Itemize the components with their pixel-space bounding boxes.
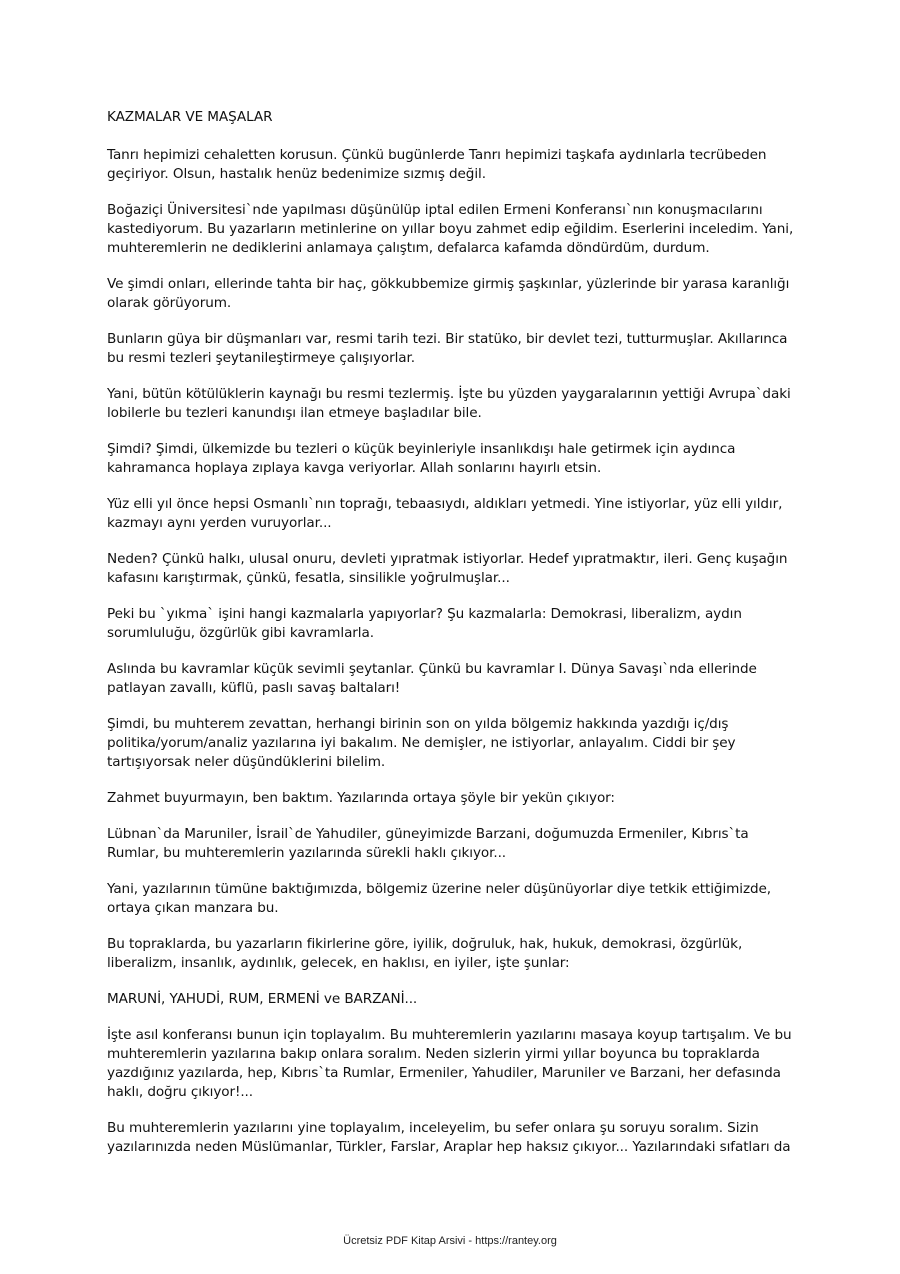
paragraph: Zahmet buyurmayın, ben baktım. Yazılarında ortaya şöyle bir yekün çıkıyor: xyxy=(107,790,615,806)
article-title: KAZMALAR VE MAŞALAR xyxy=(107,109,273,125)
paragraph: Peki bu `yıkma` işini hangi kazmalarla yapıyorlar? Şu kazmalarla: Demokrasi, liberalizm, aydın sorumluluğu, özgürlük gibi kavramlarla. xyxy=(107,606,742,641)
paragraph: Şimdi? Şimdi, ülkemizde bu tezleri o küçük beyinleriyle insanlıkdışı hale getirmek için aydınca kahramanca hoplaya zıplaya kavga veriyorlar. Allah sonlarını hayırlı etsin. xyxy=(107,441,736,476)
paragraph: Bunların güya bir düşmanları var, resmi tarih tezi. Bir statüko, bir devlet tezi, tutturmuşlar. Akıllarınca bu resmi tezleri şeytanileştirmeye çalışıyorlar. xyxy=(107,331,788,366)
paragraph: Neden? Çünkü halkı, ulusal onuru, devleti yıpratmak istiyorlar. Hedef yıpratmaktır, ileri. Genç kuşağın kafasını karıştırmak, çünkü, fesatla, sinsilikle yoğrulmuşlar... xyxy=(107,551,788,586)
paragraph: Boğaziçi Üniversitesi`nde yapılması düşünülüp iptal edilen Ermeni Konferansı`nın konuşmacılarını kastediyorum. Bu yazarların metinlerine on yıllar boyu zahmet edip eğildim. Eserlerini inceledim. Yani, muhteremlerin ne dediklerini anlamaya çalıştım, defalarca kafamda döndürdüm, durdum. xyxy=(107,202,794,256)
paragraph: Bu muhteremlerin yazılarını yine toplayalım, inceleyelim, bu sefer onlara şu soruyu soralım. Sizin yazılarınızda neden Müslümanlar, Türkler, Farslar, Araplar hep haksız çıkıyor... Yazılarındaki sıfatları da xyxy=(107,1120,791,1155)
paragraph: İşte asıl konferansı bunun için toplayalım. Bu muhteremlerin yazılarını masaya koyup tartışalım. Ve bu muhteremlerin yazılarına bakıp onlara soralım. Neden sizlerin yirmi yıllar boyunca bu topraklarda yazdığınız yazılarda, hep, Kıbrıs`ta Rumlar, Ermeniler, Yahudiler, Maruniler ve Barzani, her defasında haklı, doğru çıkıyor!... xyxy=(107,1027,792,1100)
paragraph: Ve şimdi onları, ellerinde tahta bir haç, gökkubbemize girmiş şaşkınlar, yüzlerinde bir yarasa karanlığı olarak görüyorum. xyxy=(107,276,790,311)
page-footer: Ücretsiz PDF Kitap Arsivi - https://rantey.org xyxy=(343,1235,557,1247)
paragraph: Şimdi, bu muhterem zevattan, herhangi birinin son on yılda bölgemiz hakkında yazdığı iç/dış politika/yorum/analiz yazılarına iyi bakalım. Ne demişler, ne istiyorlar, anlayalım. Ciddi bir şey tartışıyorsak neler düşündüklerini bilelim. xyxy=(107,716,736,770)
paragraph: Lübnan`da Maruniler, İsrail`de Yahudiler, güneyimizde Barzani, doğumuzda Ermeniler, Kıbrıs`ta Rumlar, bu muhteremlerin yazılarında sürekli haklı çıkıyor... xyxy=(107,826,749,861)
article-body xyxy=(107,108,797,1174)
paragraph: Yani, yazılarının tümüne baktığımızda, bölgemiz üzerine neler düşünüyorlar diye tetkik ettiğimizde, ortaya çıkan manzara bu. xyxy=(107,881,771,916)
paragraph: Aslında bu kavramlar küçük sevimli şeytanlar. Çünkü bu kavramlar I. Dünya Savaşı`nda ellerinde patlayan zavallı, küflü, paslı savaş baltaları! xyxy=(107,661,757,696)
paragraph: Tanrı hepimizi cehaletten korusun. Çünkü bugünlerde Tanrı hepimizi taşkafa aydınlarla tecrübeden geçiriyor. Olsun, hastalık henüz bedenimize sızmış değil. xyxy=(107,147,767,182)
paragraph: Yani, bütün kötülüklerin kaynağı bu resmi tezlermiş. İşte bu yüzden yaygaralarının yettiği Avrupa`daki lobilerle bu tezleri kanundışı ilan etmeye başladılar bile. xyxy=(107,386,791,421)
paragraph: MARUNİ, YAHUDİ, RUM, ERMENİ ve BARZANİ... xyxy=(107,991,418,1007)
paragraph: Yüz elli yıl önce hepsi Osmanlı`nın toprağı, tebaasıydı, aldıkları yetmedi. Yine istiyorlar, yüz elli yıldır, kazmayı aynı yerden vuruyorlar... xyxy=(107,496,783,531)
paragraph: Bu topraklarda, bu yazarların fikirlerine göre, iyilik, doğruluk, hak, hukuk, demokrasi, özgürlük, liberalizm, insanlık, aydınlık, gelecek, en haklısı, en iyiler, işte şunlar: xyxy=(107,936,743,971)
